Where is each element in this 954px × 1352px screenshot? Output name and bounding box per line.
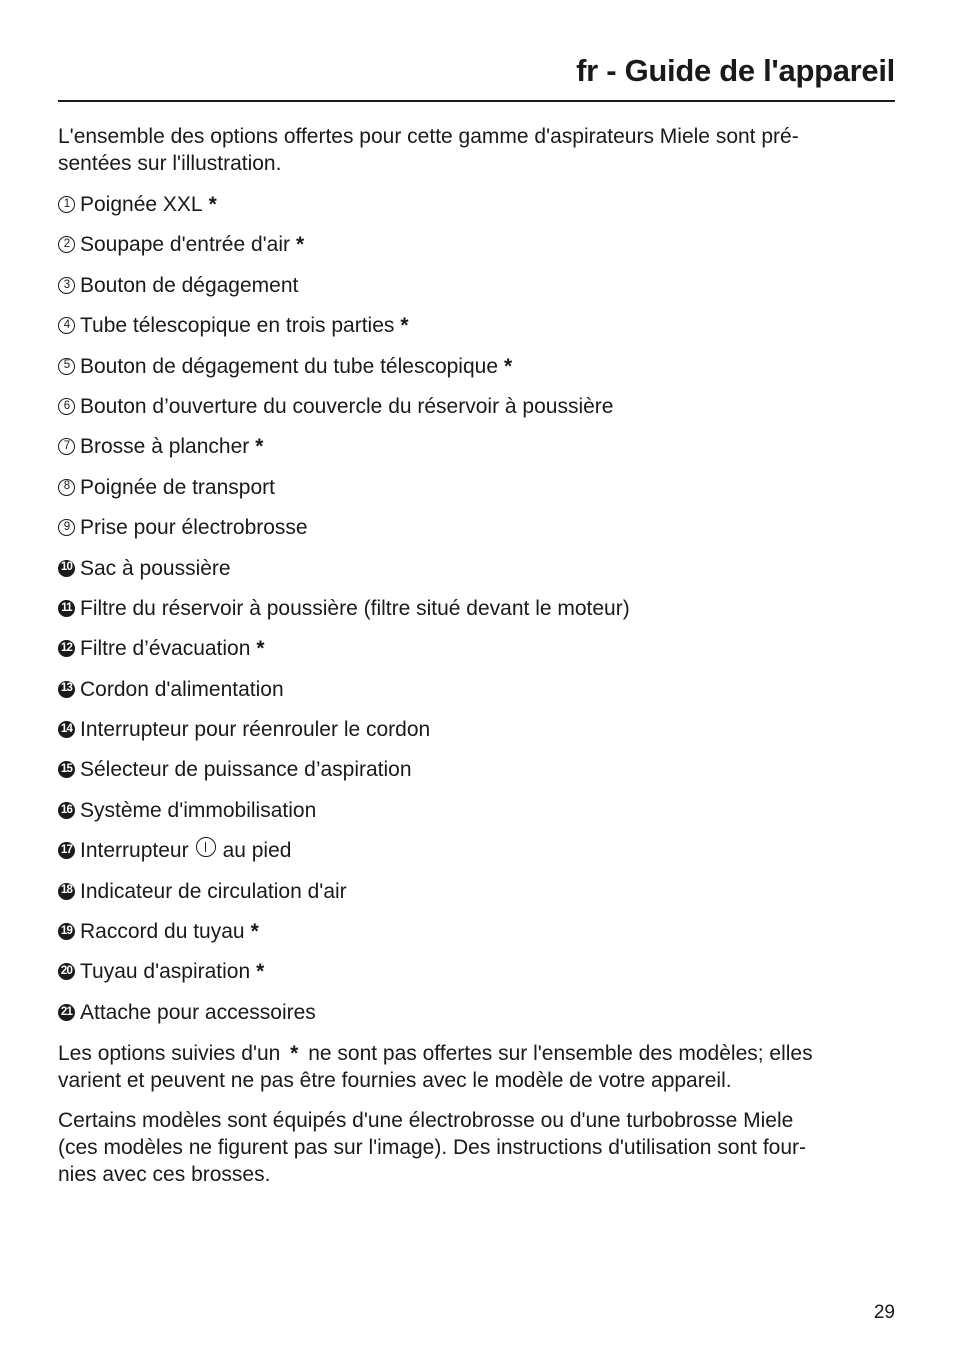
list-item xyxy=(58,797,894,837)
page-title: fr - Guide de l'appareil xyxy=(576,53,895,88)
item-number-badge: 8 xyxy=(58,479,75,496)
list-item xyxy=(58,312,894,352)
intro-line-1: L'ensemble des options offertes pour cette gamme d'aspirateurs Miele sont pré- xyxy=(58,125,799,148)
asterisk-marker: * xyxy=(208,193,217,216)
page-content xyxy=(58,123,894,1188)
item-number-badge: 5 xyxy=(58,358,75,375)
item-label: Système d'immobilisation xyxy=(80,798,317,822)
asterisk-marker: * xyxy=(256,637,265,661)
options-note-after: ne sont pas offertes sur l'ensemble des modèles; elles xyxy=(308,1042,813,1066)
item-label: Bouton de dégagement xyxy=(80,273,299,297)
item-number-badge: 2 xyxy=(58,236,75,253)
item-number-badge: 15 xyxy=(58,761,75,778)
item-number-badge: 13 xyxy=(58,681,75,698)
list-item xyxy=(58,393,894,433)
item-number-badge: 14 xyxy=(58,721,75,738)
options-note-before: Les options suivies d'un xyxy=(58,1042,281,1066)
item-label: Indicateur de circulation d'air xyxy=(80,879,347,903)
item-number-badge: 6 xyxy=(58,398,75,415)
item-label: Cordon d'alimentation xyxy=(80,677,284,701)
asterisk-marker: * xyxy=(504,354,513,378)
item-label: Bouton d’ouverture du couvercle du réservoir à poussière xyxy=(80,394,614,418)
brushes-note-line-3: nies avec ces brosses. xyxy=(58,1163,271,1187)
list-item xyxy=(58,635,894,675)
item-label: Tuyau d'aspiration xyxy=(80,960,251,984)
item-label: Sélecteur de puissance d’aspiration xyxy=(80,758,412,782)
item-label: Soupape d'entrée d'air xyxy=(80,233,291,257)
item-number-badge: 20 xyxy=(58,963,75,980)
item-label: Bouton de dégagement du tube télescopique xyxy=(80,354,499,378)
item-label: Interrupteur pour réenrouler le cordon xyxy=(80,718,431,742)
item-number-badge: 19 xyxy=(58,923,75,940)
item-number-badge: 3 xyxy=(58,277,75,294)
item-label: Poignée de transport xyxy=(80,475,275,499)
intro-line-2: sentées sur l'illustration. xyxy=(58,152,282,175)
page-header xyxy=(58,50,895,102)
brushes-note-line-2: (ces modèles ne figurent pas sur l'image). Des instructions d'utilisation sont four- xyxy=(58,1136,807,1160)
asterisk-marker: * xyxy=(296,233,305,257)
list-item xyxy=(58,676,894,716)
item-number-badge: 17 xyxy=(58,842,75,859)
list-item xyxy=(58,918,894,958)
list-item xyxy=(58,272,894,312)
item-number-badge: 1 xyxy=(58,196,75,213)
asterisk-marker: * xyxy=(400,314,409,338)
item-number-badge: 18 xyxy=(58,883,75,900)
item-label: Raccord du tuyau xyxy=(80,920,245,944)
brushes-note xyxy=(58,1107,894,1188)
item-label: Prise pour électrobrosse xyxy=(80,516,308,540)
list-item xyxy=(58,231,894,271)
item-number-badge: 9 xyxy=(58,519,75,536)
list-item xyxy=(58,837,894,877)
item-label: Attache pour accessoires xyxy=(80,1000,316,1024)
asterisk-marker: * xyxy=(290,1042,299,1066)
item-label: Interrupteur xyxy=(80,839,189,863)
item-label: Sac à poussière xyxy=(80,556,231,580)
item-number-badge: 4 xyxy=(58,317,75,334)
asterisk-marker: * xyxy=(256,960,265,984)
parts-list xyxy=(58,191,894,1039)
options-note-line-2: varient et peuvent ne pas être fournies avec le modèle de votre appareil. xyxy=(58,1069,732,1093)
list-item xyxy=(58,878,894,918)
list-item xyxy=(58,353,894,393)
item-label: Poignée XXL xyxy=(80,193,203,216)
item-number-badge: 12 xyxy=(58,640,75,657)
list-item xyxy=(58,756,894,796)
item-number-badge: 16 xyxy=(58,802,75,819)
item-number-badge: 11 xyxy=(58,600,75,617)
list-item xyxy=(58,999,894,1039)
brushes-note-line-1: Certains modèles sont équipés d'une électrobrosse ou d'une turbobrosse Miele xyxy=(58,1109,794,1133)
options-note xyxy=(58,1040,894,1094)
list-item xyxy=(58,433,894,473)
item-label-after: au pied xyxy=(222,839,292,863)
item-number-badge: 21 xyxy=(58,1004,75,1021)
item-label: Brosse à plancher xyxy=(80,435,250,459)
intro-paragraph xyxy=(58,123,894,177)
power-switch-icon xyxy=(196,837,216,857)
item-label: Filtre du réservoir à poussière (filtre situé devant le moteur) xyxy=(80,596,630,620)
list-item xyxy=(58,555,894,595)
item-number-badge: 10 xyxy=(58,560,75,577)
list-item xyxy=(58,191,894,231)
item-label: Filtre d’évacuation xyxy=(80,637,251,661)
list-item xyxy=(58,595,894,635)
list-item xyxy=(58,474,894,514)
item-label: Tube télescopique en trois parties xyxy=(80,314,395,338)
list-item xyxy=(58,716,894,756)
asterisk-marker: * xyxy=(250,920,259,944)
asterisk-marker: * xyxy=(255,435,264,459)
list-item xyxy=(58,514,894,554)
item-number-badge: 7 xyxy=(58,438,75,455)
page-number: 29 xyxy=(873,1302,895,1323)
list-item xyxy=(58,958,894,998)
